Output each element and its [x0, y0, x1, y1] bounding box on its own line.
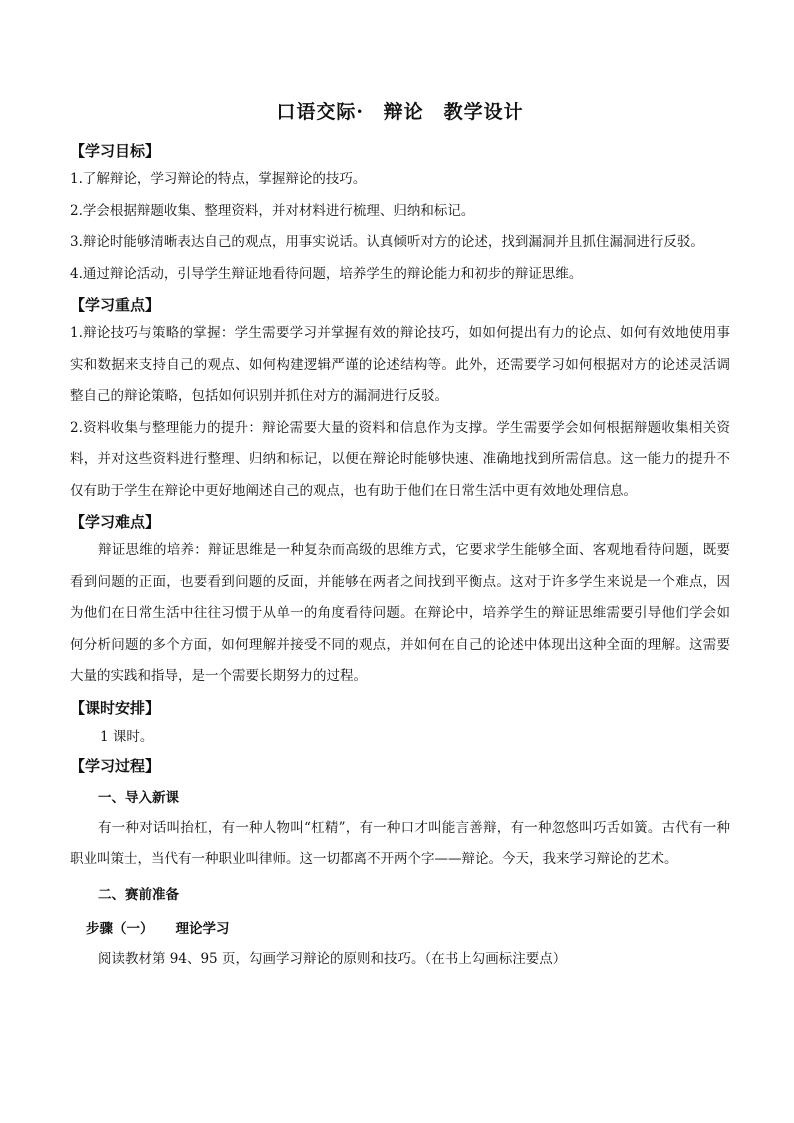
step-one-text: 阅读教材第 94、95 页，勾画学习辩论的原则和技巧。（在书上勾画标注要点） — [98, 950, 567, 967]
schedule-heading: 【课时安排】 — [70, 698, 161, 717]
objective-item-3: 3.辩论时能够清晰表达自己的观点，用事实说话。认真倾听对方的论述，找到漏洞并且抓住漏洞进行反驳。 — [70, 234, 704, 250]
document-title: 口语交际· 辩论 教学设计 — [276, 101, 524, 123]
objective-item-4: 4.通过辩论活动，引导学生辩证地看待问题，培养学生的辩论能力和初步的辩证思维。 — [70, 265, 583, 282]
key-point-item-1: 1.辩论技巧与策略的掌握：学生需要学习并掌握有效的辩论技巧，如如何提出有力的论点、如何有效地使用事实和数据来支持自己的观点、如何构建逻辑严谨的论述结构等。此外，还需要学习如何根据对方的论述灵活调整自己的辩论策略，包括如何识别并抓住对方的漏洞进行反驳。 — [70, 325, 730, 404]
step-name: 理论学习 — [175, 920, 230, 937]
difficulties-heading: 【学习难点】 — [70, 513, 161, 531]
document-page — [70, 100, 730, 975]
section-intro-text: 有一种对话叫抬杠，有一种人物叫“杠精”，有一种口才叫能言善辩，有一种忽悠叫巧舌如簧。古代有一种职业叫策士，当代有一种职业叫律师。这一切都离不开两个字——辩论。今天，我来学习辩论的艺术。 — [70, 819, 730, 867]
difficulties-text: 辩证思维的培养：辩证思维是一种复杂而高级的思维方式，它要求学生能够全面、客观地看待问题，既要看到问题的正面，也要看到问题的反面，并能够在两者之间找到平衡点。这对于许多学生来说是一个难点，因为他们在日常生活中往往习惯于从单一的角度看待问题。在辩论中，培养学生的辩证思维需要引导他们学会如何分析问题的多个方面，如何理解并接受不同的观点，并如何在自己的论述中体现出这种全面的理解。这需要大量的实践和指导，是一个需要长期努力的过程。 — [70, 542, 730, 684]
step-one-line — [70, 914, 730, 944]
objective-item-2: 2.学会根据辩题收集、整理资料，并对材料进行梳理、归纳和标记。 — [70, 202, 475, 219]
section-prep-title: 二、赛前准备 — [98, 886, 179, 903]
objective-item-1: 1.了解辩论，学习辩论的特点，掌握辩论的技巧。 — [70, 171, 367, 187]
key-points-heading: 【学习重点】 — [70, 296, 161, 314]
process-heading: 【学习过程】 — [70, 756, 161, 775]
step-label: 步骤（一） — [86, 920, 154, 937]
objectives-heading: 【学习目标】 — [70, 142, 161, 160]
section-intro-title: 一、导入新课 — [98, 789, 179, 806]
schedule-text: 1 课时。 — [100, 728, 154, 745]
key-point-item-2: 2.资料收集与整理能力的提升：辩论需要大量的资料和信息作为支撑。学生需要学会如何根据辩题收集相关资料，并对这些资料进行整理、归纳和标记，以便在辩论时能够快速、准确地找到所需信息。这一能力的提升不仅有助于学生在辩论中更好地阐述自己的观点，也有助于他们在日常生活中更有效地处理信息。 — [70, 419, 730, 499]
